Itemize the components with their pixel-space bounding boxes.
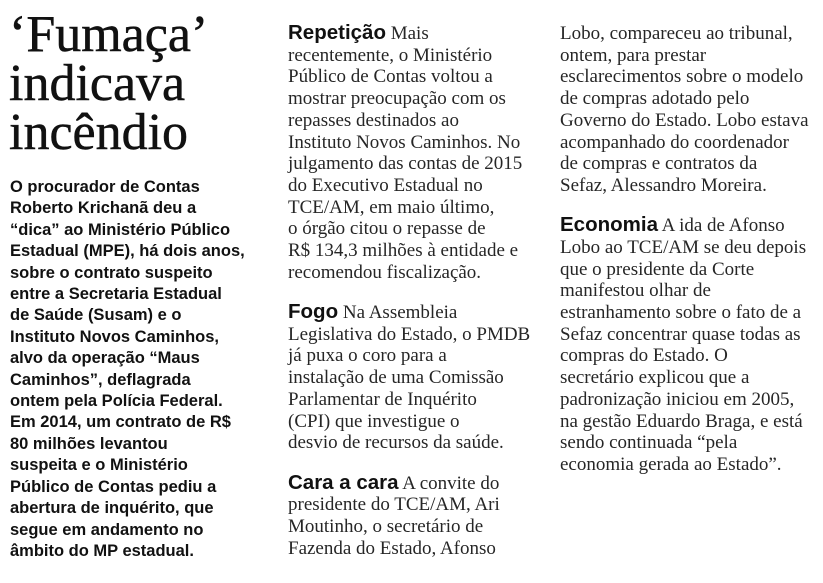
column-2 xyxy=(288,23,543,578)
section-text: A ida de Afonso Lobo ao TCE/AM se deu depois que o presidente da Corte manifestou olhar de estranhamento sobre o fato de a Sefaz concentrar quase todas as compras do Estado. O secretário explicou que a padronização iniciou em 2005, na gestão Eduardo Braga, e está sendo continuada “pela economia gerada ao Estado”. xyxy=(560,215,807,475)
section-fogo xyxy=(288,302,543,454)
section-text: Lobo, compareceu ao tribunal, ontem, para prestar esclarecimentos sobre o modelo de compras adotado pelo Governo do Estado. Lobo estava acompanhado do coordenador de compras e contratos da Sefaz, Alessandro Moreira. xyxy=(560,23,809,196)
section-text: Mais recentemente, o Ministério Público de Contas voltou a mostrar preocupação com os repasses destinados ao Instituto Novos Caminhos. No julgamento das contas de 2015 do Executivo Estadual no TCE/AM, em maio último, o órgão citou o repasse de R$ 134,3 milhões à entidade e recomendou fiscalização. xyxy=(288,23,523,283)
article-headline: ‘Fumaça’ indicava incêndio xyxy=(9,6,205,161)
section-title: Repetição xyxy=(288,21,386,44)
section-economia xyxy=(560,215,815,475)
section-text: A convite do presidente do TCE/AM, Ari Moutinho, o secretário de Fazenda do Estado, Afonso xyxy=(288,472,500,559)
column-3 xyxy=(560,23,815,494)
section-repeticao xyxy=(288,23,543,283)
section-title: Economia xyxy=(560,213,658,237)
section-title: Fogo xyxy=(288,300,339,324)
section-cara-a-cara-continued xyxy=(560,23,815,197)
section-text: Na Assembleia Legislativa do Estado, o PMDB já puxa o coro para a instalação de uma Comissão Parlamentar de Inquérito (CPI) que investigue o desvio de recursos da saúde. xyxy=(288,302,531,454)
section-title: Cara a cara xyxy=(288,470,399,494)
lead-paragraph: O procurador de Contas Roberto Krichanã deu a “dica” ao Ministério Público Estadual (MPE), há dois anos, sobre o contrato suspeito entre a Secretaria Estadual de Saúde (Susam) e o Instituto Novos Caminhos, alvo da operação “Maus Caminhos”, deflagrada ontem pela Polícia Federal. Em 2014, um contrato de R$ 80 milhões levantou suspeita e o Ministério Público de Contas pediu a abertura de inquérito, que segue em andamento no âmbito do MP estadual. xyxy=(10,178,245,560)
section-cara-a-cara xyxy=(288,470,543,560)
